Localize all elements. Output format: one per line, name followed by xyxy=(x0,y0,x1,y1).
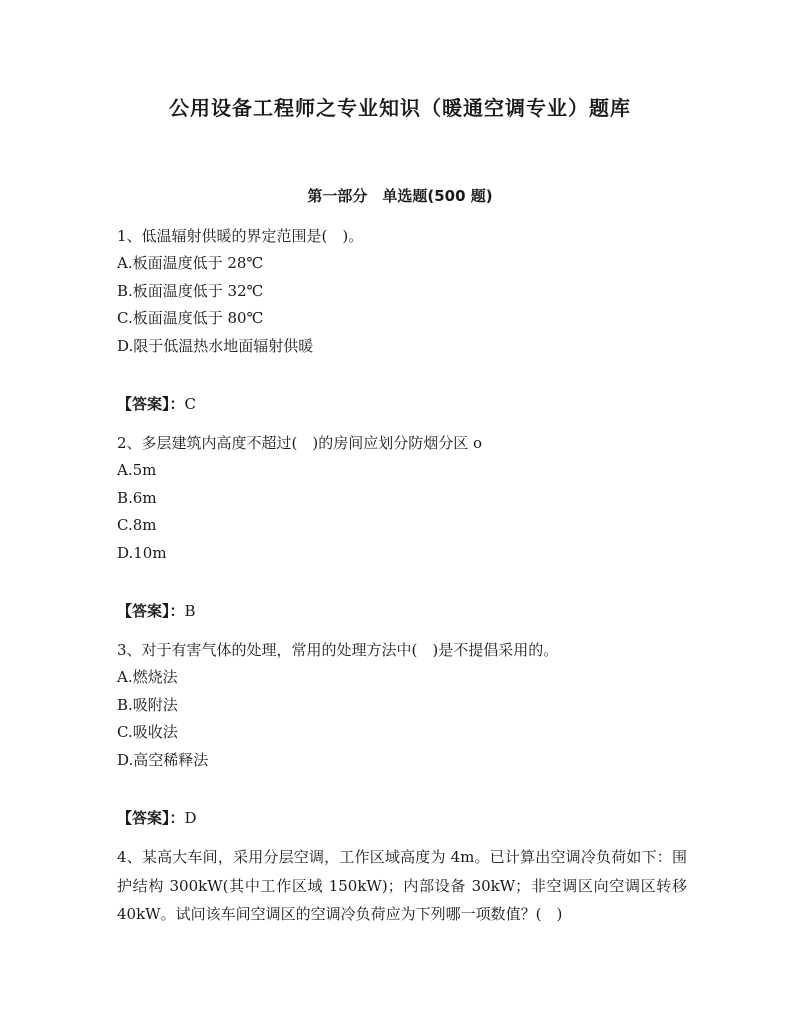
question-stem: 1、低温辐射供暖的界定范围是( )。 xyxy=(117,227,364,245)
question-2 xyxy=(117,429,687,625)
answer-label: 【答案】： xyxy=(117,395,185,413)
answer-value: B xyxy=(184,602,196,620)
option-b: B.6m xyxy=(117,488,157,507)
option-b: B.吸附法 xyxy=(117,695,178,714)
answer-label: 【答案】： xyxy=(117,602,185,620)
answer-value: C xyxy=(184,395,196,413)
question-stem: 4、某高大车间，采用分层空调，工作区域高度为 4m。已计算出空调冷负荷如下：围护结构 300kW(其中工作区域 150kW)；内部设备 30kW；非空调区向空调区转移 40kW。试问该车间空调区的空调冷负荷应为下列哪一项数值？( ) xyxy=(117,848,687,923)
question-3 xyxy=(117,636,687,832)
option-d: D.高空稀释法 xyxy=(117,750,209,769)
section-title: 第一部分 单选题(500 题) xyxy=(307,187,493,205)
answer-label: 【答案】： xyxy=(117,809,185,827)
option-c: C.板面温度低于 80℃ xyxy=(117,309,264,327)
question-list xyxy=(117,222,687,929)
answer-line xyxy=(117,804,687,832)
option-d: D.限于低温热水地面辐射供暖 xyxy=(117,336,314,355)
option-a: A.5m xyxy=(117,461,157,479)
option-c: C.8m xyxy=(117,516,157,534)
option-a: A.燃烧法 xyxy=(117,668,178,686)
answer-line xyxy=(117,390,687,418)
question-stem: 2、多层建筑内高度不超过( )的房间应划分防烟分区 o xyxy=(117,434,483,452)
option-b: B.板面温度低于 32℃ xyxy=(117,281,264,300)
option-a: A.板面温度低于 28℃ xyxy=(117,254,264,272)
document-title: 公用设备工程师之专业知识（暖通空调专业）题库 xyxy=(169,96,631,120)
question-4 xyxy=(117,843,687,929)
question-stem: 3、对于有害气体的处理，常用的处理方法中( )是不提倡采用的。 xyxy=(117,641,559,659)
option-c: C.吸收法 xyxy=(117,723,178,741)
answer-value: D xyxy=(184,809,197,827)
option-d: D.10m xyxy=(117,543,167,562)
answer-line xyxy=(117,597,687,625)
question-1 xyxy=(117,222,687,418)
